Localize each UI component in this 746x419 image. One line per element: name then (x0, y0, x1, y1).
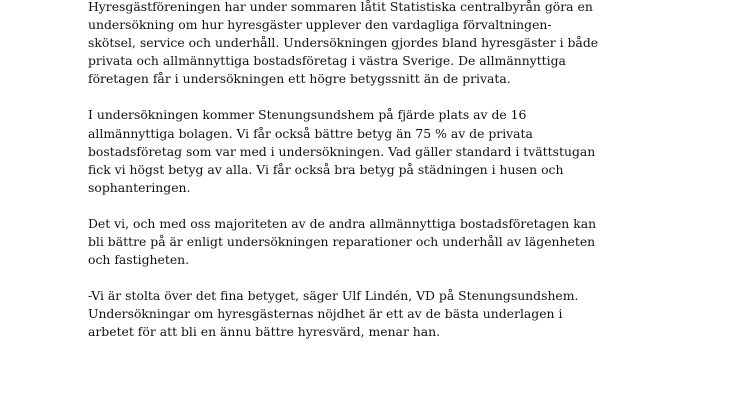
text-line: fick vi högst betyg av alla. Vi får också bra betyg på städningen i husen och (88, 161, 564, 177)
paragraph-survey-intro (88, 0, 668, 88)
text-line: företagen får i undersökningen ett högre betygssnitt än de privata. (88, 71, 511, 87)
text-line: bli bättre på är enligt undersökningen reparationer och underhåll av lägenheten (88, 234, 596, 250)
text-line: bostadsföretag som var med i undersökningen. Vad gäller standard i tvättstugan (88, 143, 596, 159)
text-line: Det vi, och med oss majoriteten av de andra allmännyttiga bostadsföretagen kan (88, 215, 597, 231)
paragraph-improvements (88, 215, 668, 269)
text-line: I undersökningen kommer Stenungsundshem på fjärde plats av de 16 (88, 107, 527, 123)
text-line: Undersökningar om hyresgästernas nöjdhet är ett av de bästa underlagen i (88, 306, 563, 322)
document-body (88, 0, 668, 360)
text-line: Hyresgästföreningen har under sommaren låtit Statistiska centralbyrån göra en (88, 0, 593, 14)
text-line: privata och allmännyttiga bostadsföretag i västra Sverige. De allmännyttiga (88, 53, 566, 69)
text-line: arbetet för att bli en ännu bättre hyresvärd, menar han. (88, 324, 441, 340)
text-line: skötsel, service och underhåll. Undersökningen gjordes bland hyresgäster i både (88, 35, 599, 51)
paragraph-quote (88, 287, 668, 341)
text-line: -Vi är stolta över det fina betyget, säger Ulf Lindén, VD på Stenungsundshem. (88, 288, 579, 304)
paragraph-ranking (88, 106, 668, 196)
text-line: sophanteringen. (88, 179, 191, 195)
text-line: allmännyttiga bolagen. Vi får också bättre betyg än 75 % av de privata (88, 125, 533, 141)
text-line: undersökning om hur hyresgäster upplever den vardagliga förvaltningen- (88, 17, 552, 33)
text-line: och fastigheten. (88, 252, 190, 268)
